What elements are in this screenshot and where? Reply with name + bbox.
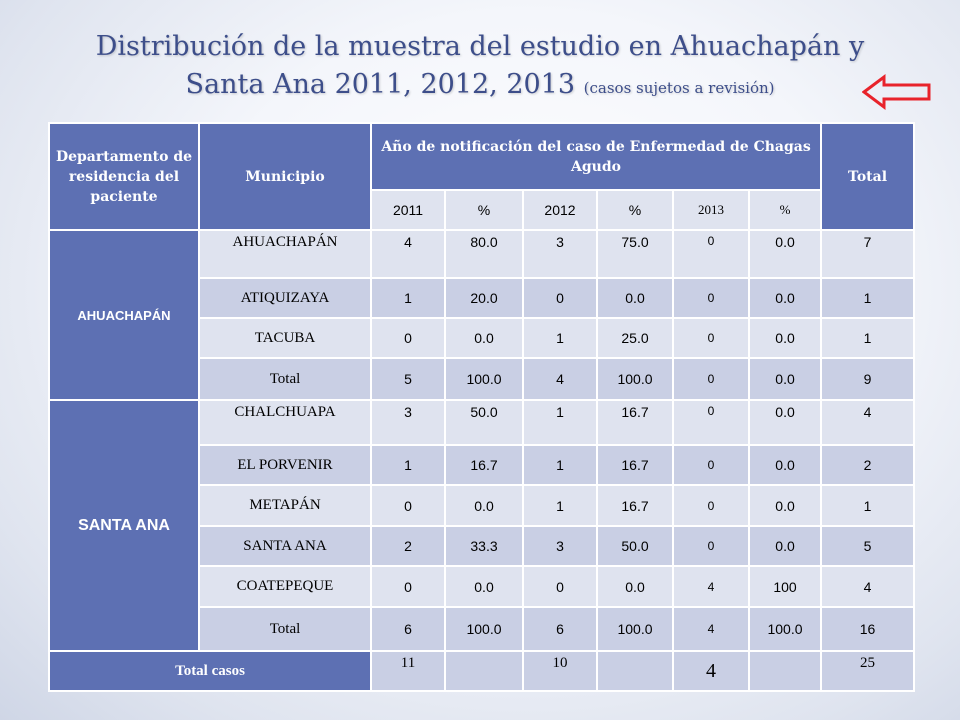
value-cell-n2011: 1 <box>371 445 445 485</box>
municipio-cell: Total <box>199 607 371 651</box>
value-cell-p2011: 0.0 <box>445 566 523 607</box>
value-cell-p2013: 0.0 <box>749 526 821 566</box>
slide-title <box>40 28 920 107</box>
municipio-cell: COATEPEQUE <box>199 566 371 607</box>
total-casos-row <box>49 651 914 691</box>
value-cell-n2011: 5 <box>371 358 445 400</box>
value-cell-p2013: 0.0 <box>749 358 821 400</box>
value-cell-total: 4 <box>821 400 914 445</box>
value-cell-p2013: 100.0 <box>749 607 821 651</box>
title-note: (casos sujetos a revisión) <box>583 79 775 97</box>
value-cell-p2012: 0.0 <box>597 566 673 607</box>
value-cell-p2012: 100.0 <box>597 607 673 651</box>
value-cell-n2013: 0 <box>673 526 749 566</box>
value-cell-p2012: 16.7 <box>597 445 673 485</box>
value-cell-p2011: 0.0 <box>445 485 523 526</box>
municipio-cell: EL PORVENIR <box>199 445 371 485</box>
value-cell-p2012: 25.0 <box>597 318 673 358</box>
value-cell-n2011: 1 <box>371 278 445 318</box>
header-pct-2012: % <box>597 190 673 230</box>
value-cell-n2013: 4 <box>673 607 749 651</box>
value-cell-total: 7 <box>821 230 914 278</box>
value-cell-n2012: 1 <box>523 400 597 445</box>
value-cell-p2011: 20.0 <box>445 278 523 318</box>
header-2012: 2012 <box>523 190 597 230</box>
value-cell-n2012: 1 <box>523 445 597 485</box>
value-cell-p2012: 0.0 <box>597 278 673 318</box>
table-row <box>49 400 914 445</box>
left-arrow-icon <box>862 74 932 110</box>
value-cell-n2012: 4 <box>523 358 597 400</box>
value-cell-p2012: 50.0 <box>597 526 673 566</box>
value-cell-n2013: 4 <box>673 566 749 607</box>
empty-cell <box>445 651 523 691</box>
value-cell-n2013: 0 <box>673 445 749 485</box>
value-cell-p2011: 33.3 <box>445 526 523 566</box>
value-cell-p2013: 0.0 <box>749 400 821 445</box>
value-cell-n2011: 3 <box>371 400 445 445</box>
total-2012: 10 <box>523 651 597 691</box>
value-cell-p2013: 0.0 <box>749 318 821 358</box>
value-cell-p2011: 100.0 <box>445 358 523 400</box>
value-cell-p2013: 100 <box>749 566 821 607</box>
chagas-sample-table <box>48 122 915 692</box>
value-cell-n2012: 1 <box>523 318 597 358</box>
value-cell-n2013: 0 <box>673 485 749 526</box>
value-cell-n2011: 6 <box>371 607 445 651</box>
value-cell-total: 1 <box>821 318 914 358</box>
value-cell-n2012: 6 <box>523 607 597 651</box>
header-2013: 2013 <box>673 190 749 230</box>
title-line-2 <box>40 66 920 107</box>
municipio-cell: AHUACHAPÁN <box>199 230 371 278</box>
value-cell-p2013: 0.0 <box>749 230 821 278</box>
value-cell-n2012: 0 <box>523 278 597 318</box>
value-cell-n2012: 1 <box>523 485 597 526</box>
value-cell-p2012: 75.0 <box>597 230 673 278</box>
value-cell-total: 1 <box>821 278 914 318</box>
value-cell-total: 4 <box>821 566 914 607</box>
header-pct-2013: % <box>749 190 821 230</box>
value-cell-p2011: 16.7 <box>445 445 523 485</box>
municipio-cell: TACUBA <box>199 318 371 358</box>
value-cell-p2013: 0.0 <box>749 485 821 526</box>
value-cell-n2011: 0 <box>371 485 445 526</box>
total-casos-label: Total casos <box>49 651 371 691</box>
value-cell-n2013: 0 <box>673 318 749 358</box>
value-cell-p2011: 100.0 <box>445 607 523 651</box>
header-municipio: Municipio <box>199 123 371 230</box>
value-cell-p2012: 100.0 <box>597 358 673 400</box>
value-cell-total: 16 <box>821 607 914 651</box>
empty-cell <box>597 651 673 691</box>
value-cell-n2012: 3 <box>523 230 597 278</box>
municipio-cell: Total <box>199 358 371 400</box>
value-cell-n2013: 0 <box>673 278 749 318</box>
value-cell-n2013: 0 <box>673 358 749 400</box>
header-total: Total <box>821 123 914 230</box>
total-2013: 4 <box>673 651 749 691</box>
value-cell-total: 2 <box>821 445 914 485</box>
value-cell-n2012: 3 <box>523 526 597 566</box>
header-departamento: Departamento de residencia del paciente <box>49 123 199 230</box>
value-cell-p2013: 0.0 <box>749 445 821 485</box>
empty-cell <box>749 651 821 691</box>
value-cell-p2011: 50.0 <box>445 400 523 445</box>
header-pct-2011: % <box>445 190 523 230</box>
municipio-cell: ATIQUIZAYA <box>199 278 371 318</box>
department-cell: AHUACHAPÁN <box>49 230 199 400</box>
value-cell-total: 1 <box>821 485 914 526</box>
total-2011: 11 <box>371 651 445 691</box>
value-cell-n2011: 0 <box>371 318 445 358</box>
value-cell-p2013: 0.0 <box>749 278 821 318</box>
value-cell-n2011: 4 <box>371 230 445 278</box>
value-cell-p2011: 0.0 <box>445 318 523 358</box>
department-cell: SANTA ANA <box>49 400 199 651</box>
table-row <box>49 230 914 278</box>
value-cell-n2011: 2 <box>371 526 445 566</box>
value-cell-total: 5 <box>821 526 914 566</box>
header-anio-notificacion: Año de notificación del caso de Enfermedad de Chagas Agudo <box>371 123 821 190</box>
header-2011: 2011 <box>371 190 445 230</box>
title-line-1: Distribución de la muestra del estudio en Ahuachapán y <box>95 31 865 62</box>
value-cell-total: 9 <box>821 358 914 400</box>
municipio-cell: METAPÁN <box>199 485 371 526</box>
municipio-cell: CHALCHUAPA <box>199 400 371 445</box>
total-general: 25 <box>821 651 914 691</box>
title-years: Santa Ana 2011, 2012, 2013 <box>185 69 576 100</box>
value-cell-n2011: 0 <box>371 566 445 607</box>
value-cell-p2012: 16.7 <box>597 485 673 526</box>
value-cell-n2013: 0 <box>673 400 749 445</box>
value-cell-p2011: 80.0 <box>445 230 523 278</box>
value-cell-p2012: 16.7 <box>597 400 673 445</box>
value-cell-n2013: 0 <box>673 230 749 278</box>
value-cell-n2012: 0 <box>523 566 597 607</box>
municipio-cell: SANTA ANA <box>199 526 371 566</box>
